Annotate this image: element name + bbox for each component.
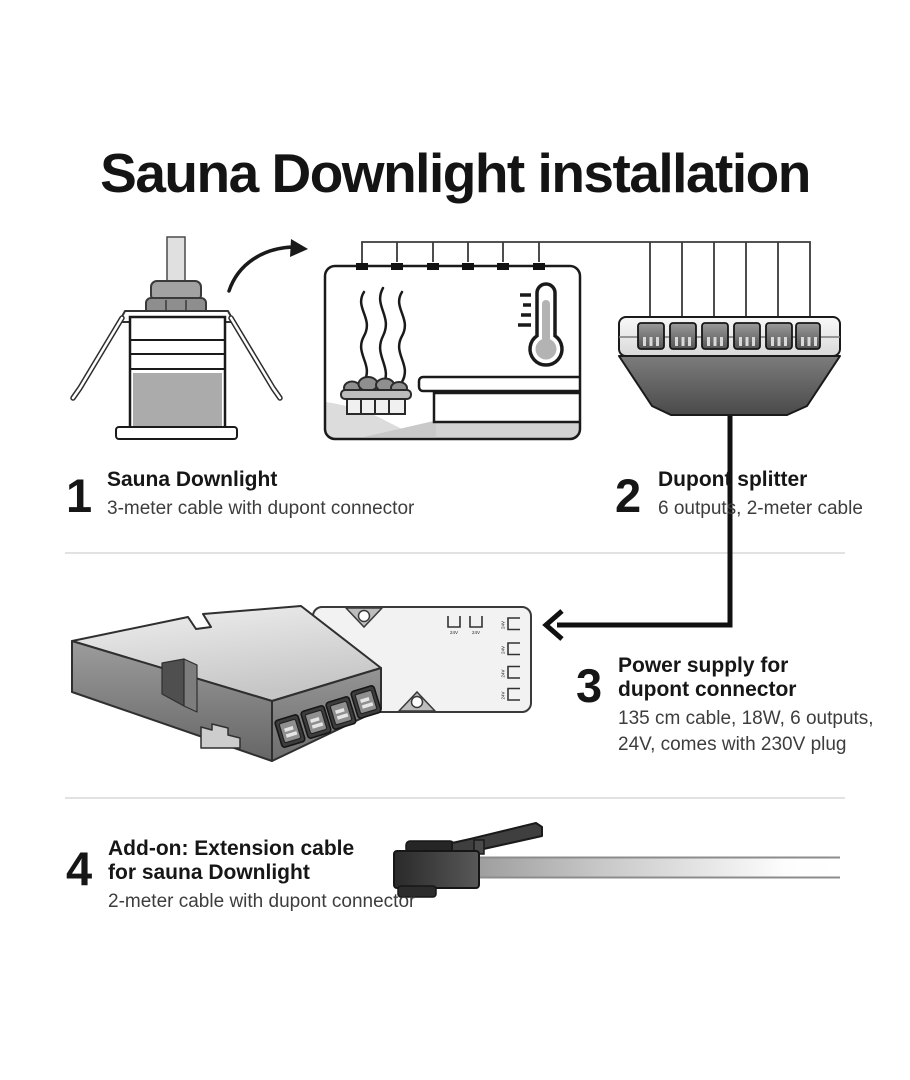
step-description: 24V, comes with 230V plug	[618, 734, 847, 755]
step-heading: for sauna Downlight	[108, 861, 310, 884]
curved-arrow-icon	[229, 239, 308, 291]
port-label: 24V	[500, 669, 506, 678]
step-heading: Sauna Downlight	[107, 468, 278, 491]
step-description: 3-meter cable with dupont connector	[107, 498, 415, 519]
sauna-heater-icon	[341, 377, 411, 414]
step-3	[576, 654, 874, 758]
page-title: Sauna Downlight installation	[100, 142, 810, 204]
step-heading: Dupont splitter	[658, 468, 808, 491]
port-label: 24V	[471, 630, 481, 635]
step-number: 2	[615, 469, 642, 522]
mounting-hole	[359, 611, 370, 622]
port-label: 24V	[449, 630, 459, 635]
extension-cable-illustration	[394, 823, 840, 897]
step-heading: dupont connector	[618, 678, 797, 701]
port-label: 24V	[500, 620, 506, 629]
step-description: 2-meter cable with dupont connector	[108, 891, 416, 912]
step-4	[66, 837, 415, 915]
downlight-illustration	[73, 237, 280, 439]
step-heading: Add-on: Extension cable	[108, 837, 355, 860]
connector-latch	[452, 823, 542, 853]
step-number: 1	[66, 469, 93, 522]
step-1	[66, 468, 414, 522]
port-label: 24V	[500, 645, 506, 654]
step-description: 135 cm cable, 18W, 6 outputs,	[618, 708, 874, 729]
mounting-hole	[412, 697, 423, 708]
step-heading: Power supply for	[618, 654, 789, 677]
step-number: 3	[576, 659, 603, 712]
sauna-bench-lower	[434, 393, 584, 422]
step-number: 4	[66, 842, 93, 895]
sauna-bench-upper	[419, 377, 584, 391]
sauna-room-illustration	[325, 263, 584, 439]
port-label: 24V	[500, 691, 506, 700]
step-description: 6 outputs, 2-meter cable	[658, 498, 863, 519]
step-2	[615, 468, 863, 522]
